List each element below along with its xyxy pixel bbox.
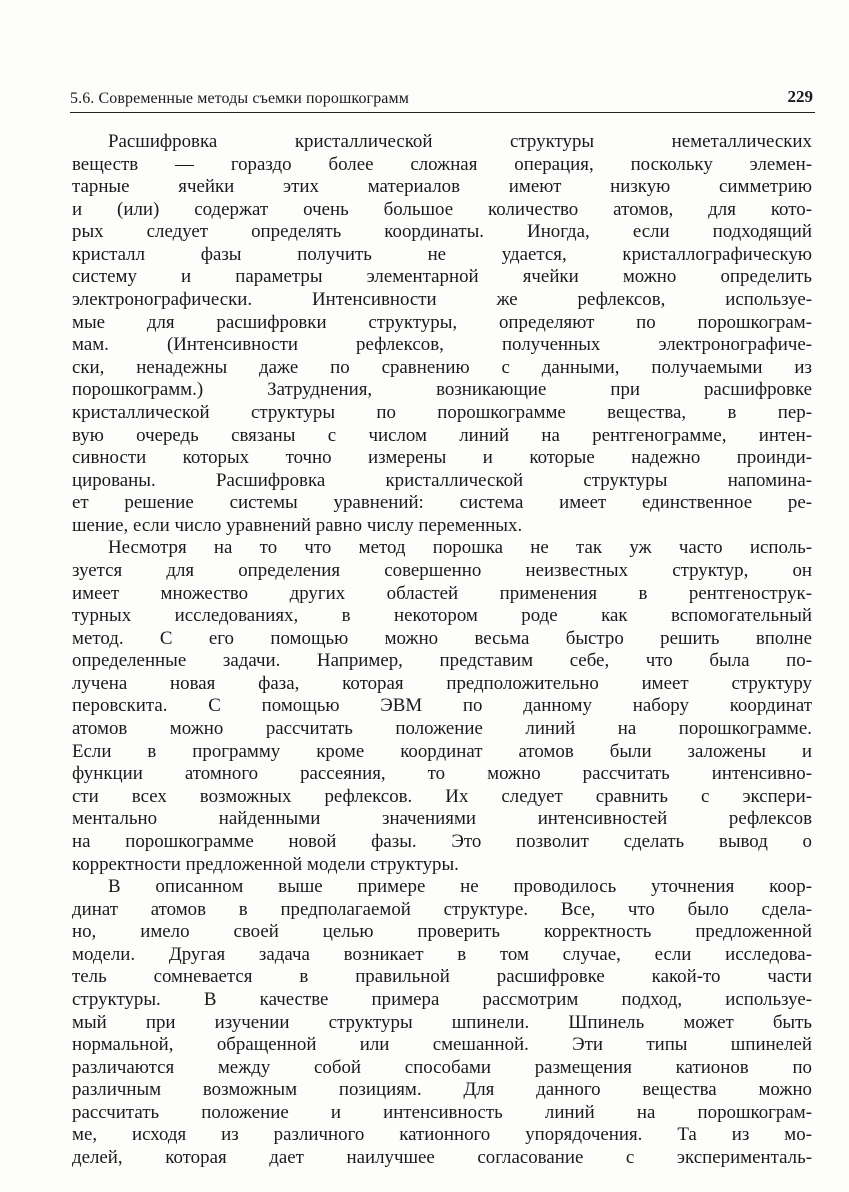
text-line: В описанном выше примере не проводилось уточнения коор- [108,876,812,898]
text-line: корректности предложенной модели структуры. [72,853,459,875]
text-line: мые для расшифровки структуры, определяют по порошкограм- [72,311,812,333]
text-line: зуется для определения совершенно неизвестных структур, он [72,559,812,581]
paragraph-1 [72,131,812,537]
text-line: но, имело своей целью проверить корректность предложенной [72,921,812,943]
text-line: рассчитать положение и интенсивность линий на порошкограм- [72,1101,812,1123]
text-line: модели. Другая задача возникает в том случае, если исследова- [72,943,812,965]
text-line: динат атомов в предполагаемой структуре. Все, что было сдела- [72,898,812,920]
text-line: сивности которых точно измерены и которые надежно проинди- [72,447,812,469]
text-line: имеет множество других областей применения в рентгенострук- [72,582,812,604]
text-line: турных исследованиях, в некотором роде как вспомогательный [72,605,812,627]
text-line: систему и параметры элементарной ячейки можно определить [72,266,812,288]
text-line: Расшифровка кристаллической структуры неметаллических [108,131,812,152]
text-line: Если в программу кроме координат атомов были заложены и [72,740,812,762]
paragraph-3 [72,876,812,1170]
text-line: мый при изучении структуры шпинели. Шпинель может быть [72,1011,812,1033]
paragraph-2 [72,537,812,876]
text-line: тель сомневается в правильной расшифровке какой-то части [72,966,812,988]
text-line: ме, исходя из различного катионного упорядочения. Та из мо- [72,1124,812,1146]
text-line: ментально найденными значениями интенсивностей рефлексов [72,808,812,830]
text-line: ет решение системы уравнений: система имеет единственное ре- [72,492,812,514]
text-line: делей, которая дает наилучшее согласование с эксперименталь- [72,1147,812,1169]
text-line: атомов можно рассчитать положение линий на порошкограмме. [72,718,812,740]
text-line: рых следует определять координаты. Иногда, если подходящий [72,221,812,243]
text-line: порошкограмм.) Затруднения, возникающие при расшифровке [72,379,812,401]
text-line: ски, ненадежны даже по сравнению с данными, получаемыми из [72,356,812,378]
text-line: структуры. В качестве примера рассмотрим подход, используе- [72,988,812,1010]
running-head [70,86,815,113]
text-line: перовскита. С помощью ЭВМ по данному набору координат [72,695,812,717]
text-line: шение, если число уравнений равно числу переменных. [72,514,523,536]
text-line: кристалл фазы получить не удается, кристаллографическую [72,243,812,265]
text-line: Несмотря на то что метод порошка не так уж часто исполь- [108,537,812,559]
text-line: метод. С его помощью можно весьма быстро решить вполне [72,627,812,649]
page-number: 229 [787,87,813,106]
text-line: определенные задачи. Например, представим себе, что была по- [72,650,812,672]
text-line: тарные ячейки этих материалов имеют низкую симметрию [72,176,812,198]
text-line: лучена новая фаза, которая предположительно имеет структуру [72,672,812,694]
text-line: электронографически. Интенсивности же рефлексов, используе- [72,289,812,311]
text-line: на порошкограмме новой фазы. Это позволит сделать вывод о [72,830,812,852]
text-line: и (или) содержат очень большое количество атомов, для кото- [72,198,812,220]
text-line: нормальной, обращенной или смешанной. Эти типы шпинелей [72,1034,812,1056]
text-line: веществ — гораздо более сложная операция, поскольку элемен- [72,153,812,175]
text-line: функции атомного рассеяния, то можно рассчитать интенсивно- [72,763,812,785]
text-line: мам. (Интенсивности рефлексов, полученных электронографиче- [72,334,812,356]
text-line: различаются между собой способами размещения катионов по [72,1056,812,1078]
text-line: вую очередь связаны с числом линий на рентгенограмме, интен- [72,424,812,446]
text-line: кристаллической структуры по порошкограмме вещества, в пер- [72,401,812,423]
text-line: различным возможным позициям. Для данного вещества можно [72,1079,812,1101]
text-line: цированы. Расшифровка кристаллической структуры напомина- [72,469,812,491]
text-line: сти всех возможных рефлексов. Их следует сравнить с экспери- [72,785,812,807]
section-title: 5.6. Современные методы съемки порошкограмм [70,90,409,107]
body-text [72,131,812,1170]
